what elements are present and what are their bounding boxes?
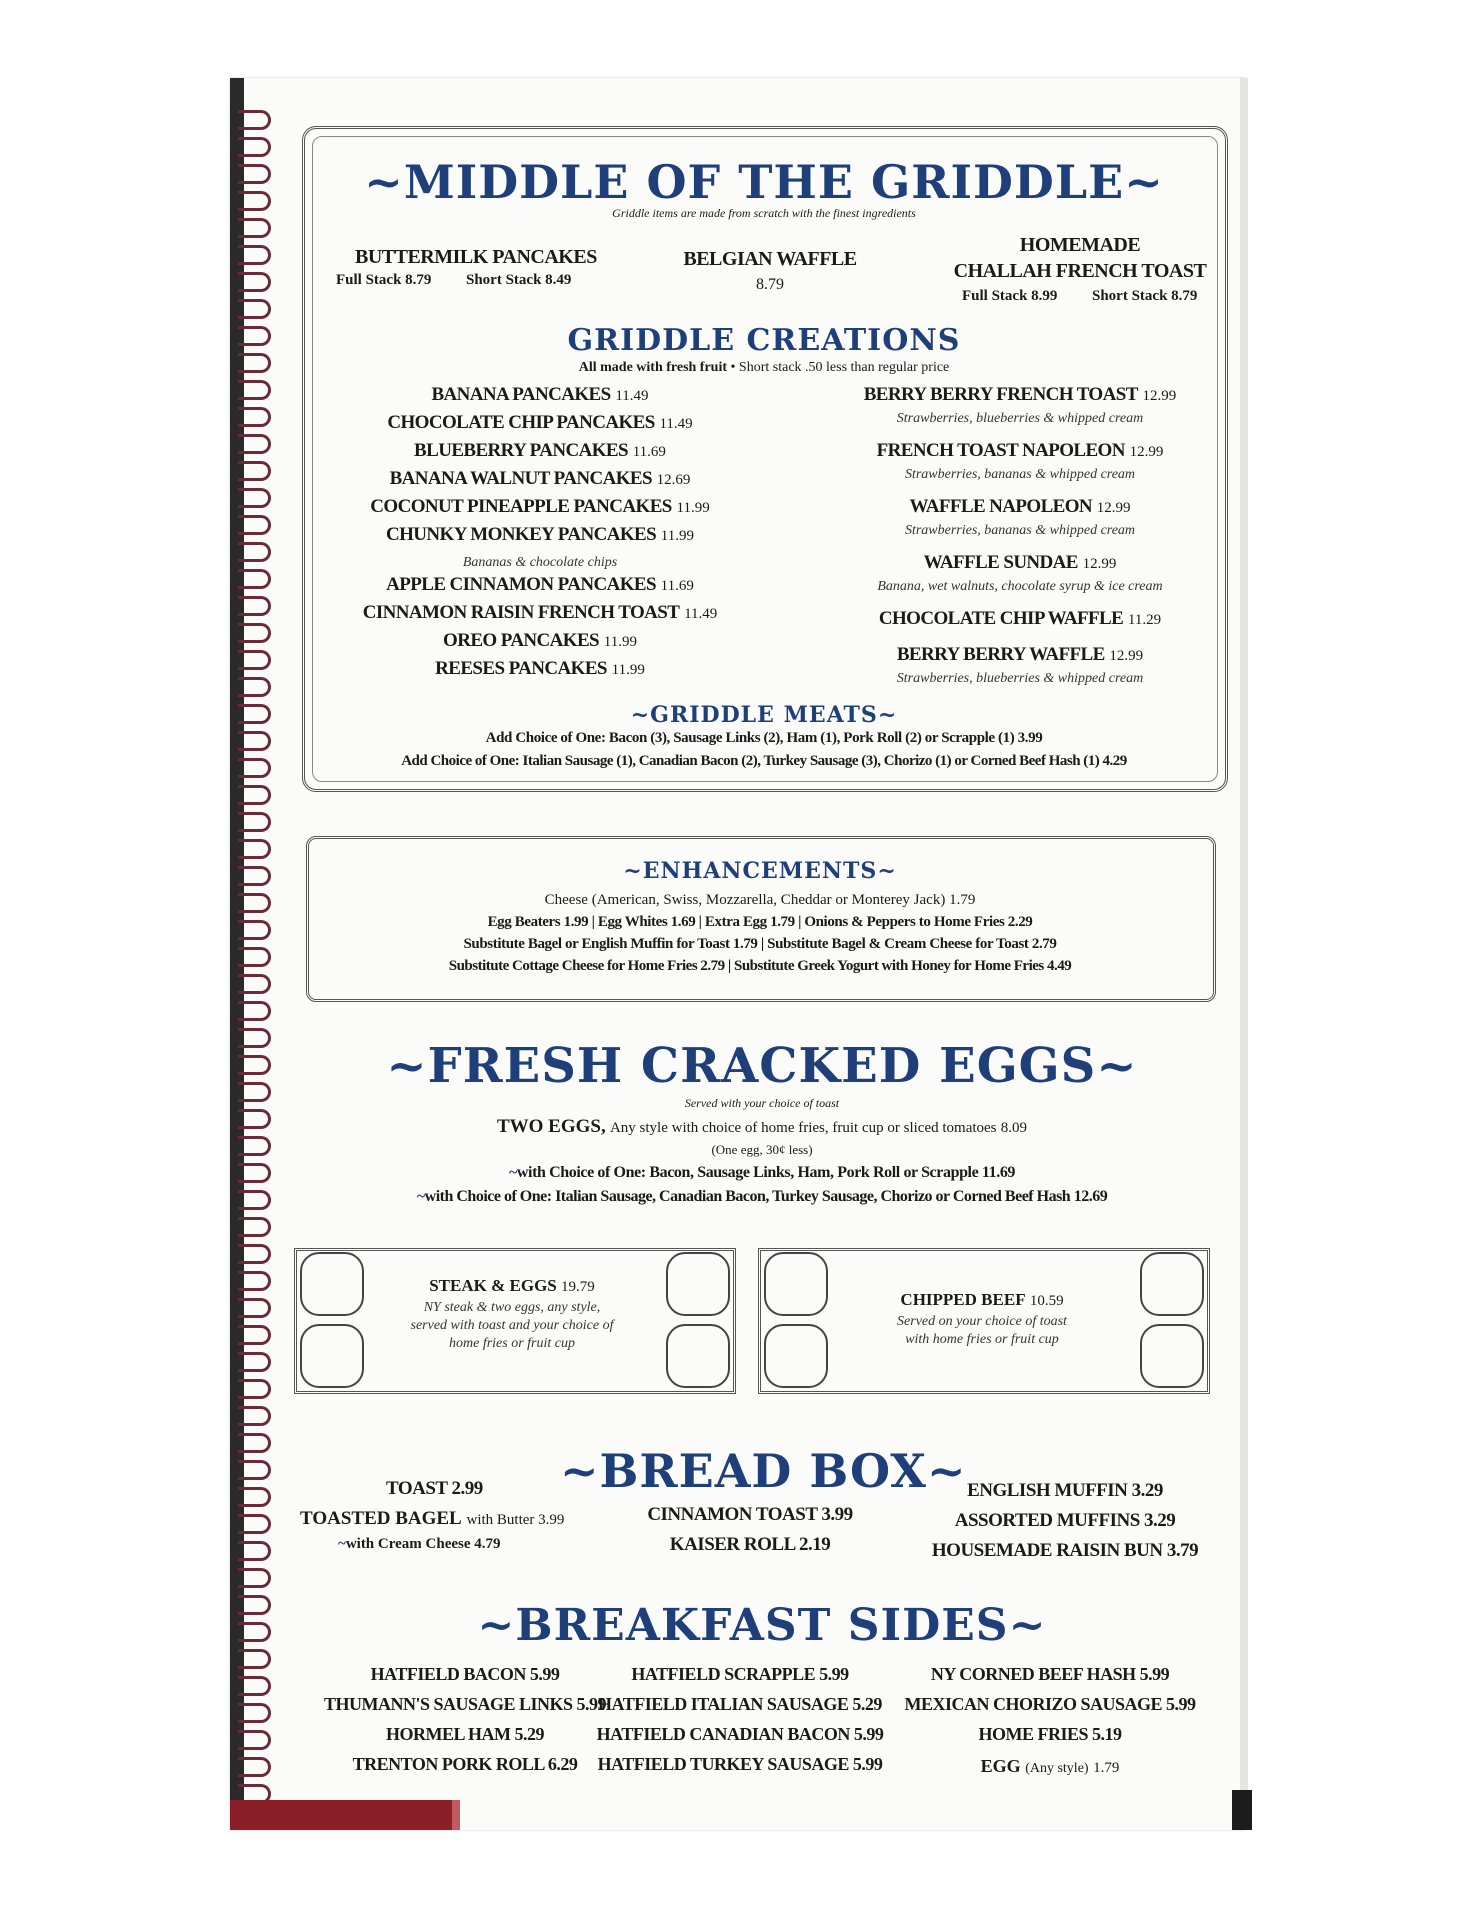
steak-ornament-br bbox=[666, 1324, 730, 1388]
creation-item-price: 11.49 bbox=[615, 388, 649, 404]
bread-raisin: HOUSEMADE RAISIN BUN 3.79 bbox=[931, 1540, 1199, 1561]
creation-item-name: FRENCH TOAST NAPOLEON bbox=[876, 440, 1125, 461]
creation-item-name: BLUEBERRY PANCAKES bbox=[414, 440, 628, 461]
creation-item-price: 11.49 bbox=[659, 416, 693, 432]
chipped-ornament-tl bbox=[764, 1252, 828, 1316]
sides-egg-desc: (Any style) bbox=[1025, 1761, 1089, 1776]
eggs-subtitle: Served with your choice of toast bbox=[684, 1096, 840, 1110]
bread-toast: TOAST 2.99 bbox=[386, 1478, 483, 1499]
binding-coil bbox=[238, 326, 271, 346]
binding-coil bbox=[238, 785, 271, 805]
binding-coil bbox=[238, 1217, 271, 1237]
eggs-with1: ~with Choice of One: Bacon, Sausage Links, Ham, Pork Roll or Scrapple 11.69 bbox=[508, 1164, 1016, 1181]
creation-item-desc: Strawberries, bananas & whipped cream bbox=[904, 523, 1136, 538]
creations-title: GRIDDLE CREATIONS bbox=[567, 323, 961, 358]
creation-item-name: COCONUT PINEAPPLE PANCAKES bbox=[370, 496, 672, 517]
creation-item bbox=[820, 440, 1220, 462]
binding-coil bbox=[238, 542, 271, 562]
creation-item bbox=[340, 384, 740, 406]
steak-desc1: NY steak & two eggs, any style, bbox=[423, 1300, 601, 1315]
creation-item-name: REESES PANCAKES bbox=[435, 658, 607, 679]
binding-coil bbox=[238, 1622, 271, 1642]
creation-item-name: APPLE CINNAMON PANCAKES bbox=[386, 574, 656, 595]
creation-item bbox=[340, 496, 740, 518]
binding-coil bbox=[238, 1541, 271, 1561]
binding-coil bbox=[238, 380, 271, 400]
enhancements-line1: Cheese (American, Swiss, Mozzarella, Cheddar or Monterey Jack) 1.79 bbox=[544, 892, 976, 908]
creation-item-price: 12.99 bbox=[1082, 556, 1117, 572]
belgian-price: 8.79 bbox=[756, 276, 784, 293]
binding-coil bbox=[238, 731, 271, 751]
steak-ornament-tr bbox=[666, 1252, 730, 1316]
creations-note bbox=[312, 360, 1216, 376]
binding-coil bbox=[238, 191, 271, 211]
binding-coil bbox=[238, 1190, 271, 1210]
binding-coil bbox=[238, 947, 271, 967]
binding-coil bbox=[238, 812, 271, 832]
binding-coil bbox=[238, 407, 271, 427]
binding-coil bbox=[238, 218, 271, 238]
two-eggs-line bbox=[302, 1116, 1222, 1138]
binding-coil bbox=[238, 1757, 271, 1777]
binding-coil bbox=[238, 1055, 271, 1075]
binding-coil bbox=[238, 164, 271, 184]
binding-coil bbox=[238, 434, 271, 454]
binding-coil bbox=[238, 1028, 271, 1048]
side-item: HATFIELD SCRAPPLE 5.99 bbox=[631, 1664, 849, 1684]
binding-coil bbox=[238, 488, 271, 508]
enhancements-line4: Substitute Cottage Cheese for Home Fries 2.79 | Substitute Greek Yogurt with Honey for Home Fries 4.49 bbox=[448, 958, 1072, 974]
two-eggs-desc: Any style with choice of home fries, fruit cup or sliced tomatoes bbox=[609, 1120, 997, 1136]
griddle-subtitle: Griddle items are made from scratch with the finest ingredients bbox=[612, 206, 916, 220]
two-eggs-name: TWO EGGS, bbox=[496, 1116, 606, 1137]
creation-item bbox=[340, 468, 740, 490]
creation-item-name: WAFFLE SUNDAE bbox=[923, 552, 1078, 573]
binding-coil bbox=[238, 1406, 271, 1426]
cover-strip-light bbox=[452, 1800, 460, 1830]
creation-item-name: CHOCOLATE CHIP PANCAKES bbox=[387, 412, 655, 433]
binding-coil bbox=[238, 272, 271, 292]
binding-coil bbox=[238, 704, 271, 724]
chipped-ornament-br bbox=[1140, 1324, 1204, 1388]
binding-coil bbox=[238, 1487, 271, 1507]
side-item: MEXICAN CHORIZO SAUSAGE 5.99 bbox=[904, 1694, 1196, 1714]
creation-item-price: 12.99 bbox=[1129, 444, 1164, 460]
eggs-title: ~FRESH CRACKED EGGS~ bbox=[386, 1038, 1138, 1094]
binding-coil bbox=[238, 1568, 271, 1588]
creation-item bbox=[340, 440, 740, 462]
meats-line1: Add Choice of One: Bacon (3), Sausage Links (2), Ham (1), Pork Roll (2) or Scrapple (1) 3.99 bbox=[485, 730, 1043, 746]
creation-item-name: CHUNKY MONKEY PANCAKES bbox=[386, 524, 657, 545]
creation-item-price: 11.99 bbox=[603, 634, 637, 650]
creation-item-desc: Banana, wet walnuts, chocolate syrup & ice cream bbox=[877, 579, 1163, 594]
steak-ornament-bl bbox=[300, 1324, 364, 1388]
creation-item bbox=[340, 658, 740, 680]
binding-coil bbox=[238, 1730, 271, 1750]
creation-item bbox=[340, 524, 740, 546]
creation-item bbox=[340, 412, 740, 434]
meats-title: ~GRIDDLE MEATS~ bbox=[630, 702, 898, 728]
side-item: THUMANN'S SAUSAGE LINKS 5.99 bbox=[323, 1694, 607, 1714]
creation-item-price: 11.99 bbox=[660, 528, 694, 544]
binding-coil bbox=[238, 299, 271, 319]
binding-coil bbox=[238, 569, 271, 589]
creation-item-name: CINNAMON RAISIN FRENCH TOAST bbox=[362, 602, 680, 623]
creation-item-name: BERRY BERRY FRENCH TOAST bbox=[863, 384, 1138, 405]
meats-line2: Add Choice of One: Italian Sausage (1), Canadian Bacon (2), Turkey Sausage (3), Chorizo (1) or Corned Beef Hash (1) 4.29 bbox=[401, 753, 1127, 769]
binding-coil bbox=[238, 1136, 271, 1156]
binding-coil bbox=[238, 1460, 271, 1480]
creation-item bbox=[820, 552, 1220, 574]
buttermilk-name: BUTTERMILK PANCAKES bbox=[355, 246, 597, 268]
side-item: TRENTON PORK ROLL 6.29 bbox=[352, 1754, 578, 1774]
creations-note-rest: • Short stack .50 less than regular price bbox=[730, 360, 950, 375]
binding-coil bbox=[238, 1595, 271, 1615]
sides-egg-price: 1.79 bbox=[1093, 1760, 1120, 1776]
binding-coil bbox=[238, 1244, 271, 1264]
binding-coil bbox=[238, 893, 271, 913]
binding-coil bbox=[238, 839, 271, 859]
binding-coil bbox=[238, 920, 271, 940]
creation-item bbox=[820, 608, 1220, 630]
creation-item-price: 11.69 bbox=[632, 444, 666, 460]
steak-name: STEAK & EGGS bbox=[429, 1276, 557, 1295]
steak-name-line bbox=[380, 1276, 644, 1296]
creation-item-price: 11.49 bbox=[684, 606, 718, 622]
side-item: HOME FRIES 5.19 bbox=[978, 1724, 1122, 1744]
buttermilk-short: Short Stack 8.49 bbox=[466, 272, 572, 288]
creation-item-desc: Strawberries, blueberries & whipped cream bbox=[896, 671, 1144, 686]
binding-coil bbox=[238, 1433, 271, 1453]
binding-coil bbox=[238, 596, 271, 616]
creation-item-price: 12.99 bbox=[1142, 388, 1177, 404]
page-edge bbox=[1240, 78, 1248, 1830]
side-item: NY CORNED BEEF HASH 5.99 bbox=[930, 1664, 1170, 1684]
creation-item-price: 12.69 bbox=[656, 472, 691, 488]
bread-title: ~BREAD BOX~ bbox=[560, 1444, 967, 1498]
binding-coil bbox=[238, 1271, 271, 1291]
cover-strip bbox=[230, 1800, 452, 1830]
steak-desc3: home fries or fruit cup bbox=[449, 1336, 575, 1351]
creation-item-price: 11.29 bbox=[1127, 612, 1162, 628]
bread-muffins: ASSORTED MUFFINS 3.29 bbox=[954, 1510, 1176, 1531]
binding-coil bbox=[238, 137, 271, 157]
challah-full: Full Stack 8.99 bbox=[962, 288, 1058, 304]
bread-bagel-with: with Butter 3.99 bbox=[466, 1512, 565, 1528]
eggs-with2: ~with Choice of One: Italian Sausage, Canadian Bacon, Turkey Sausage, Chorizo or Corned Beef Hash 12.69 bbox=[416, 1188, 1108, 1205]
enhancements-line2: Egg Beaters 1.99 | Egg Whites 1.69 | Extra Egg 1.79 | Onions & Peppers to Home Fries 2.29 bbox=[487, 914, 1033, 930]
creation-item-price: 12.99 bbox=[1109, 648, 1144, 664]
steak-desc2: served with toast and your choice of bbox=[410, 1318, 614, 1333]
side-item: HORMEL HAM 5.29 bbox=[386, 1724, 544, 1744]
binding-coil bbox=[238, 1109, 271, 1129]
binding-coil bbox=[238, 623, 271, 643]
buttermilk-full: Full Stack 8.79 bbox=[336, 272, 432, 288]
creation-item-desc: Strawberries, bananas & whipped cream bbox=[904, 467, 1136, 482]
challah-line2: CHALLAH FRENCH TOAST bbox=[953, 260, 1207, 282]
binding-coil bbox=[238, 353, 271, 373]
binding-coil bbox=[238, 515, 271, 535]
binding-coil bbox=[238, 758, 271, 778]
chipped-ornament-tr bbox=[1140, 1252, 1204, 1316]
binding-coil bbox=[238, 1379, 271, 1399]
bread-english: ENGLISH MUFFIN 3.29 bbox=[967, 1480, 1163, 1501]
bread-bagel-line bbox=[300, 1508, 564, 1530]
creation-item bbox=[820, 496, 1220, 518]
creation-item bbox=[820, 644, 1220, 666]
chipped-name-line bbox=[850, 1290, 1114, 1310]
binding-coil bbox=[238, 1352, 271, 1372]
binding-coil bbox=[238, 245, 271, 265]
binding-coil bbox=[238, 1163, 271, 1183]
chipped-desc2: with home fries or fruit cup bbox=[905, 1332, 1059, 1347]
binding-coil bbox=[238, 1514, 271, 1534]
bread-cinnamon: CINNAMON TOAST 3.99 bbox=[647, 1504, 853, 1525]
binding-coil bbox=[238, 1649, 271, 1669]
creation-item-price: 11.99 bbox=[676, 500, 710, 516]
side-item: HATFIELD CANADIAN BACON 5.99 bbox=[596, 1724, 884, 1744]
creation-item-name: BANANA WALNUT PANCAKES bbox=[389, 468, 652, 489]
creations-note-bold: All made with fresh fruit bbox=[578, 360, 728, 375]
sides-egg-name: EGG bbox=[980, 1756, 1021, 1776]
binding-coil bbox=[238, 1325, 271, 1345]
chipped-name: CHIPPED BEEF bbox=[900, 1290, 1026, 1309]
belgian-name: BELGIAN WAFFLE bbox=[683, 248, 857, 270]
page-shadow bbox=[1232, 1790, 1252, 1830]
creation-item bbox=[340, 602, 740, 624]
binding-coil bbox=[238, 1676, 271, 1696]
side-item: HATFIELD BACON 5.99 bbox=[370, 1664, 560, 1684]
creation-item-name: BANANA PANCAKES bbox=[431, 384, 611, 405]
side-item: HATFIELD TURKEY SAUSAGE 5.99 bbox=[597, 1754, 883, 1774]
creation-item bbox=[820, 384, 1220, 406]
creation-item-price: 11.99 bbox=[611, 662, 645, 678]
one-egg-note: (One egg, 30¢ less) bbox=[711, 1142, 813, 1157]
side-item: HATFIELD ITALIAN SAUSAGE 5.29 bbox=[598, 1694, 882, 1714]
enhancements-line3: Substitute Bagel or English Muffin for Toast 1.79 | Substitute Bagel & Cream Cheese for Toast 2.79 bbox=[463, 936, 1057, 952]
griddle-title: ~MIDDLE OF THE GRIDDLE~ bbox=[364, 155, 1164, 209]
creation-item-name: OREO PANCAKES bbox=[443, 630, 600, 651]
binding-coil bbox=[238, 677, 271, 697]
binding-coil bbox=[238, 866, 271, 886]
binding-coil bbox=[238, 110, 271, 130]
creation-item-price: 12.99 bbox=[1096, 500, 1131, 516]
bread-bagel: TOASTED BAGEL bbox=[300, 1508, 462, 1529]
creation-item-desc: Strawberries, blueberries & whipped cream bbox=[896, 411, 1144, 426]
creation-item-name: WAFFLE NAPOLEON bbox=[909, 496, 1093, 517]
sides-title: ~BREAKFAST SIDES~ bbox=[477, 1600, 1047, 1651]
creation-item-name: CHOCOLATE CHIP WAFFLE bbox=[878, 608, 1124, 629]
chipped-ornament-bl bbox=[764, 1324, 828, 1388]
binding-coil bbox=[238, 1703, 271, 1723]
sides-egg-line bbox=[870, 1756, 1230, 1777]
binding-coil bbox=[238, 1001, 271, 1021]
creation-item bbox=[340, 630, 740, 652]
bread-kaiser: KAISER ROLL 2.19 bbox=[669, 1534, 831, 1555]
binding-coil bbox=[238, 974, 271, 994]
chunky-desc: Bananas & chocolate chips bbox=[462, 555, 618, 570]
enhancements-title: ~ENHANCEMENTS~ bbox=[623, 858, 897, 884]
binding-coil bbox=[238, 650, 271, 670]
creation-item-price: 11.69 bbox=[660, 578, 694, 594]
bread-cream-line: ~with Cream Cheese 4.79 bbox=[338, 1536, 501, 1552]
steak-ornament-tl bbox=[300, 1252, 364, 1316]
chipped-price: 10.59 bbox=[1029, 1293, 1064, 1309]
binding-coil bbox=[238, 1298, 271, 1318]
binding-coil bbox=[238, 1082, 271, 1102]
challah-short: Short Stack 8.79 bbox=[1092, 288, 1198, 304]
two-eggs-price: 8.09 bbox=[1000, 1120, 1028, 1136]
steak-price: 19.79 bbox=[561, 1279, 595, 1295]
binding-coil bbox=[238, 461, 271, 481]
creation-item bbox=[340, 574, 740, 596]
challah-line1: HOMEMADE bbox=[1019, 234, 1141, 256]
chipped-desc1: Served on your choice of toast bbox=[897, 1314, 1067, 1329]
creation-item-name: BERRY BERRY WAFFLE bbox=[896, 644, 1105, 665]
